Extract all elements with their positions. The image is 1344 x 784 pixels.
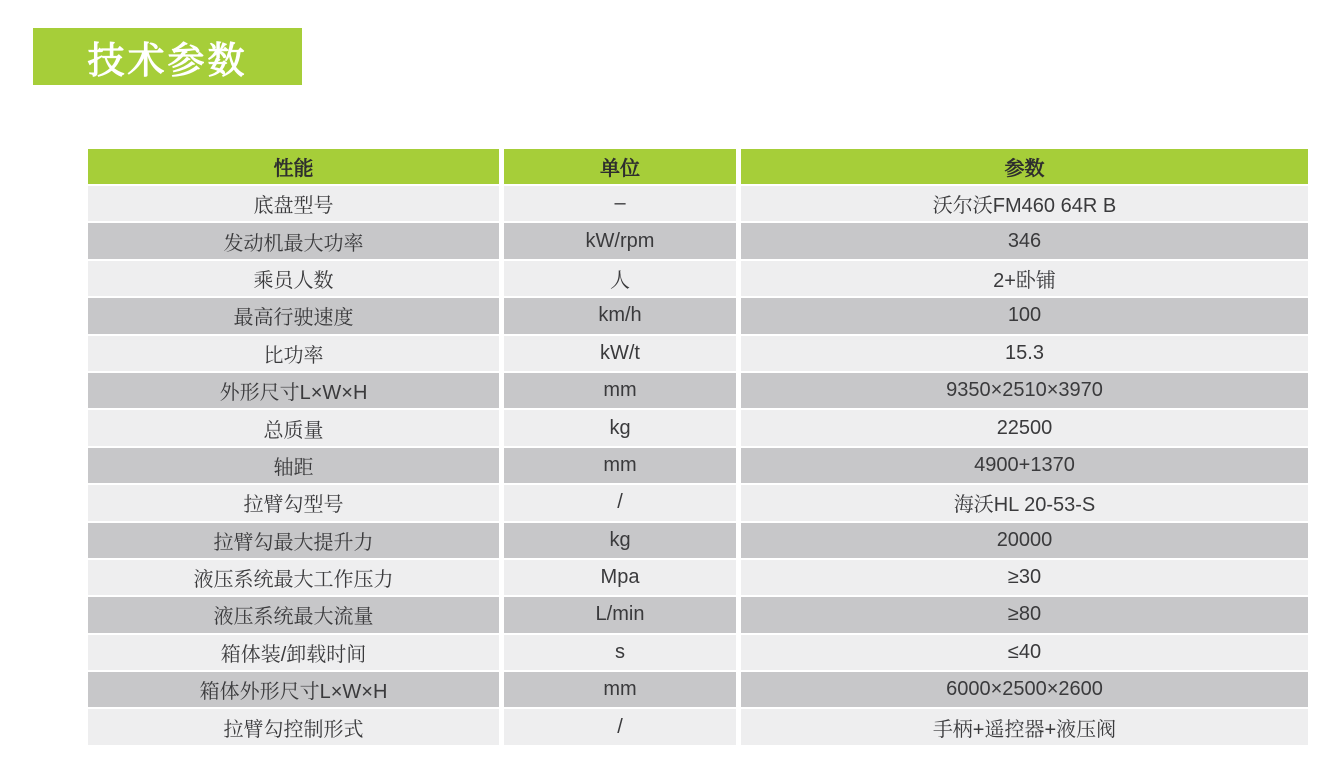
table-cell-unit: kW/t <box>504 336 736 371</box>
table-cell-performance: 拉臂勾控制形式 <box>88 709 499 744</box>
table-cell-performance: 底盘型号 <box>88 186 499 221</box>
table-cell-performance: 发动机最大功率 <box>88 223 499 258</box>
section-title-badge <box>33 28 302 85</box>
table-cell-value: ≥80 <box>741 597 1308 632</box>
table-cell-unit: s <box>504 635 736 670</box>
table-cell-performance: 轴距 <box>88 448 499 483</box>
table-cell-performance: 比功率 <box>88 336 499 371</box>
table-cell-unit: mm <box>504 373 736 408</box>
table-cell-value: 6000×2500×2600 <box>741 672 1308 707</box>
column-header-parameter: 参数 <box>741 149 1308 184</box>
table-cell-unit: mm <box>504 448 736 483</box>
table-cell-performance: 乘员人数 <box>88 261 499 296</box>
table-cell-unit: – <box>504 186 736 221</box>
table-cell-performance: 最高行驶速度 <box>88 298 499 333</box>
table-cell-unit: Mpa <box>504 560 736 595</box>
table-cell-performance: 箱体装/卸载时间 <box>88 635 499 670</box>
table-cell-performance: 箱体外形尺寸L×W×H <box>88 672 499 707</box>
table-cell-value: ≤40 <box>741 635 1308 670</box>
table-cell-unit: / <box>504 709 736 744</box>
table-cell-performance: 液压系统最大工作压力 <box>88 560 499 595</box>
table-cell-unit: mm <box>504 672 736 707</box>
table-cell-value: ≥30 <box>741 560 1308 595</box>
table-cell-unit: kg <box>504 410 736 445</box>
table-cell-value: 100 <box>741 298 1308 333</box>
table-cell-unit: / <box>504 485 736 520</box>
table-cell-unit: km/h <box>504 298 736 333</box>
column-header-unit: 单位 <box>504 149 736 184</box>
table-cell-value: 346 <box>741 223 1308 258</box>
table-cell-performance: 拉臂勾最大提升力 <box>88 523 499 558</box>
table-cell-value: 22500 <box>741 410 1308 445</box>
table-cell-value: 海沃HL 20-53-S <box>741 485 1308 520</box>
column-header-performance: 性能 <box>88 149 499 184</box>
spec-table <box>88 149 1308 745</box>
table-cell-value: 20000 <box>741 523 1308 558</box>
table-cell-unit: 人 <box>504 261 736 296</box>
table-cell-value: 4900+1370 <box>741 448 1308 483</box>
table-cell-unit: L/min <box>504 597 736 632</box>
table-cell-performance: 液压系统最大流量 <box>88 597 499 632</box>
table-cell-value: 9350×2510×3970 <box>741 373 1308 408</box>
table-cell-performance: 拉臂勾型号 <box>88 485 499 520</box>
table-cell-value: 2+卧铺 <box>741 261 1308 296</box>
section-title: 技术参数 <box>87 39 248 81</box>
table-cell-performance: 外形尺寸L×W×H <box>88 373 499 408</box>
table-cell-value: 手柄+遥控器+液压阀 <box>741 709 1308 744</box>
table-cell-unit: kW/rpm <box>504 223 736 258</box>
table-cell-value: 15.3 <box>741 336 1308 371</box>
table-cell-performance: 总质量 <box>88 410 499 445</box>
table-cell-value: 沃尔沃FM460 64R B <box>741 186 1308 221</box>
table-cell-unit: kg <box>504 523 736 558</box>
